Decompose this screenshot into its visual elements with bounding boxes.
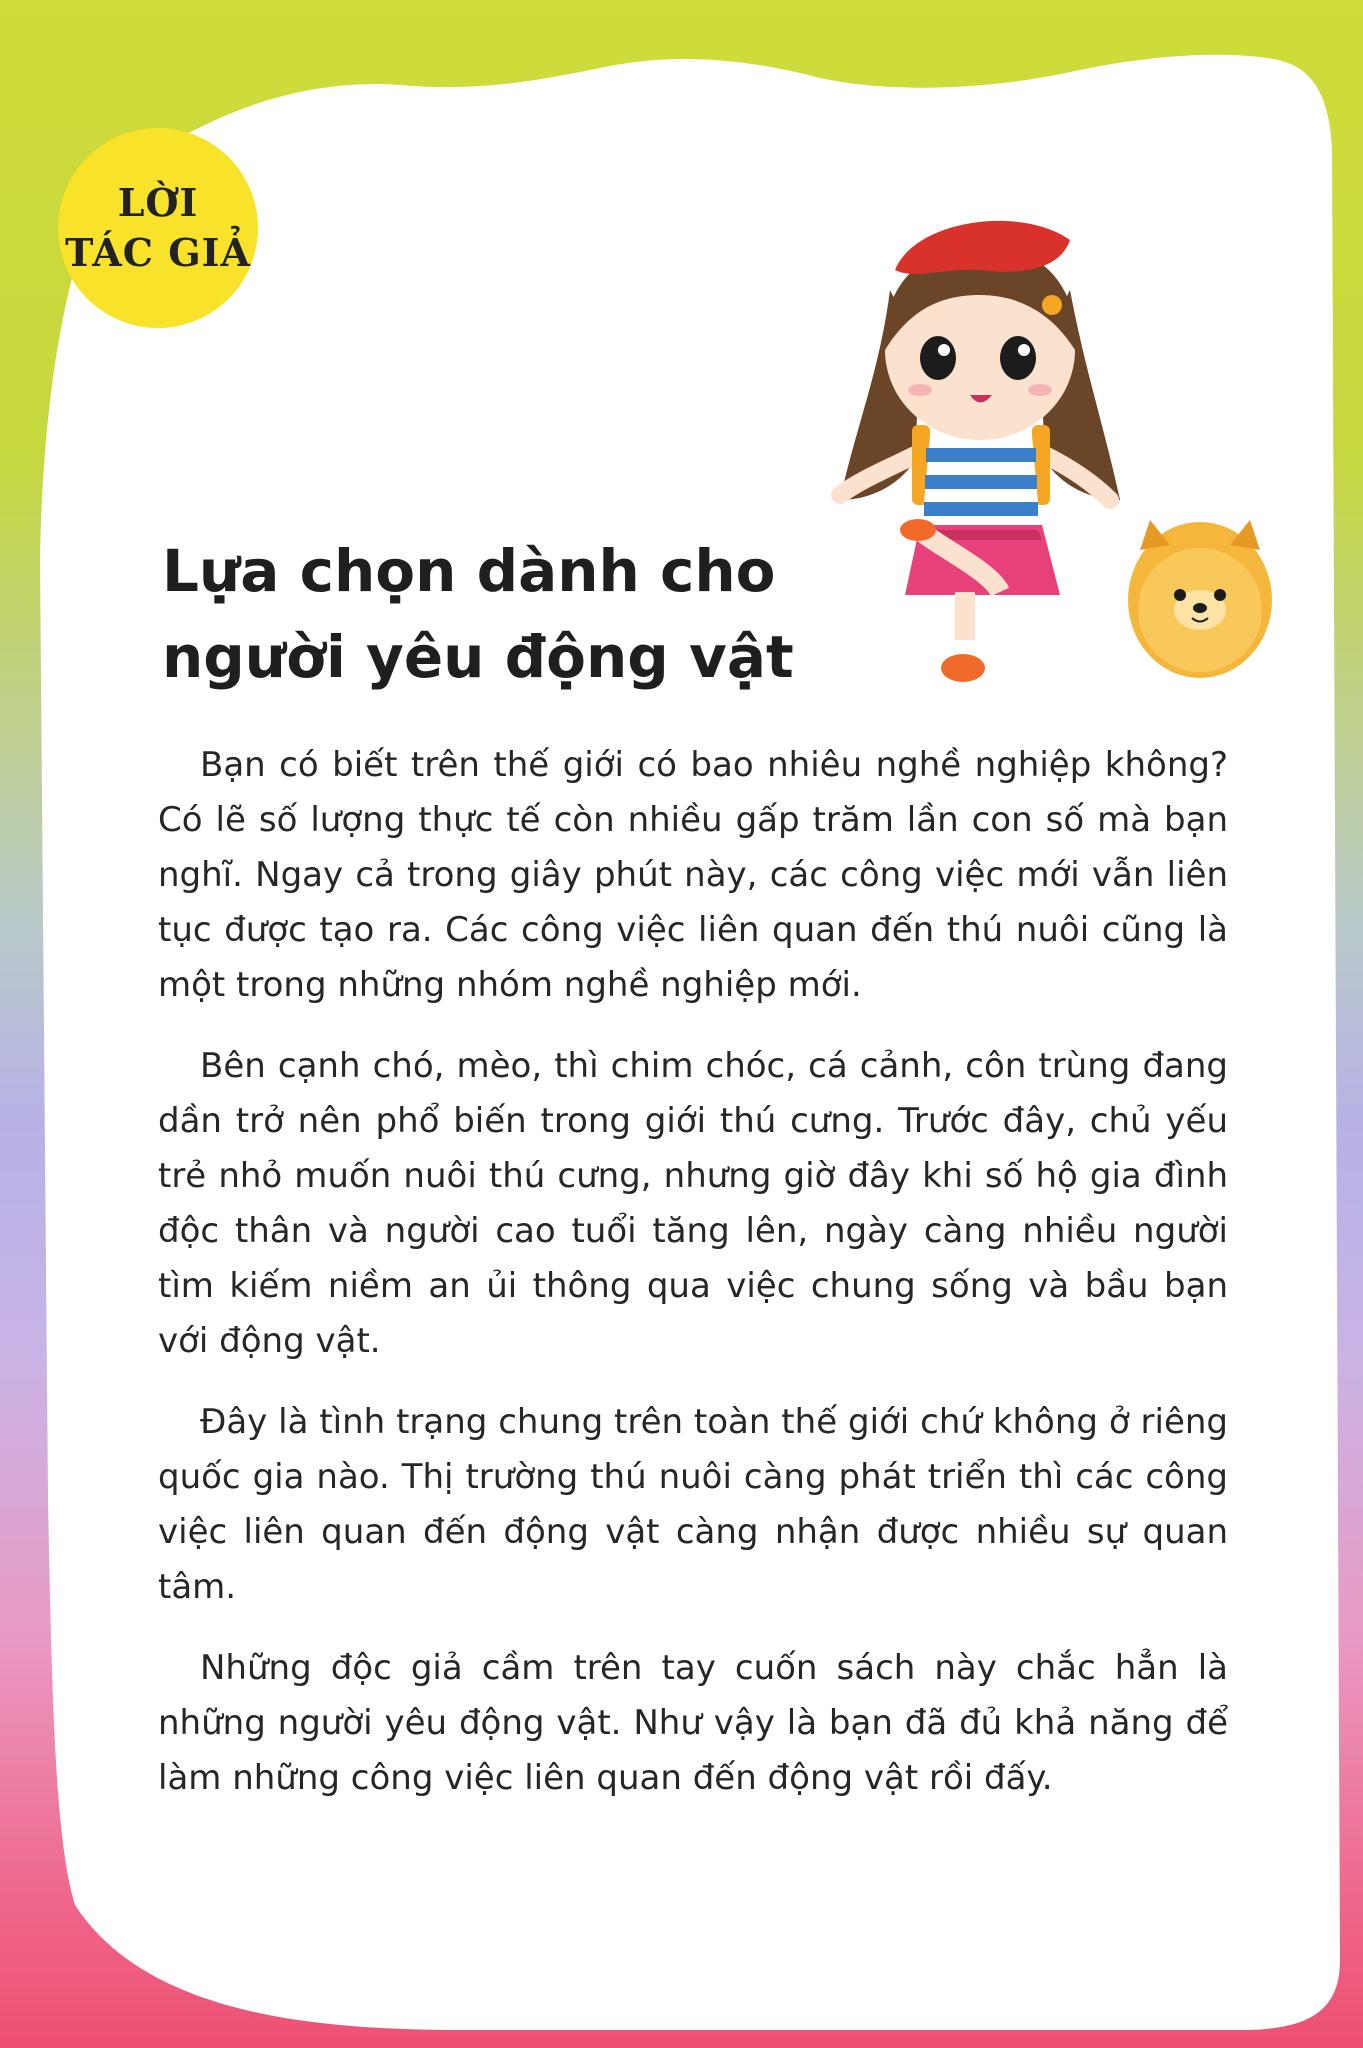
title-line-2: người yêu động vật	[162, 623, 794, 691]
paragraph-1: Bạn có biết trên thế giới có bao nhiêu nghề nghiệp không? Có lẽ số lượng thực tế còn nhiều gấp trăm lần con số mà bạn nghĩ. Ngay cả trong giây phút này, các công việc mới vẫn liên tục được tạo ra. Các công việc liên quan đến thú nuôi cũng là một trong những nhóm nghề nghiệp mới.	[158, 745, 1228, 1005]
page-title	[162, 528, 842, 700]
pomeranian-dog-illustration	[1128, 520, 1272, 678]
body-text	[158, 738, 1228, 1832]
badge-line-1: LỜI	[117, 180, 199, 225]
author-note-badge	[58, 128, 258, 328]
paragraph-4: Những độc giả cầm trên tay cuốn sách này chắc hẳn là những người yêu động vật. Như vậy là bạn đã đủ khả năng để làm những công việc liên quan đến động vật rồi đấy.	[158, 1648, 1228, 1798]
girl-and-dog-illustration	[820, 200, 1290, 690]
paragraph-3: Đây là tình trạng chung trên toàn thế giới chứ không ở riêng quốc gia nào. Thị trường thú nuôi càng phát triển thì các công việc liên quan đến động vật càng nhận được nhiều sự quan tâm.	[158, 1402, 1228, 1607]
title-line-1: Lựa chọn dành cho	[162, 537, 776, 605]
girl-character-illustration	[840, 221, 1120, 682]
paragraph-2: Bên cạnh chó, mèo, thì chim chóc, cá cảnh, côn trùng đang dần trở nên phổ biến trong giới thú cưng. Trước đây, chủ yếu trẻ nhỏ muốn nuôi thú cưng, nhưng giờ đây khi số hộ gia đình độc thân và người cao tuổi tăng lên, ngày càng nhiều người tìm kiếm niềm an ủi thông qua việc chung sống và bầu bạn với động vật.	[158, 1046, 1228, 1361]
badge-line-2: TÁC GIẢ	[65, 230, 251, 275]
